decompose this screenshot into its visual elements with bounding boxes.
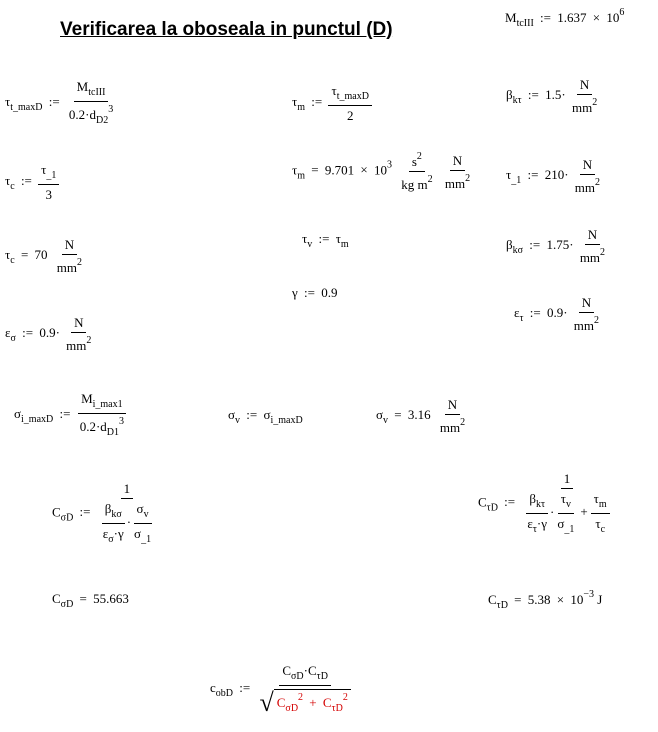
c-sigmad-formula: $C_{\sigma D}$ := 1 $\frac{\beta_{k\sigma}}{\varepsilon_\sigma\cdot\gamma}$ · $\frac{\sigma_v}{\sigma_{\_1}}$ [52,481,152,545]
tau-minus1-definition: $\tau_{\_1}$ := 210· $\frac{N}{mm^2}$ [506,157,601,195]
eps-tau-definition: $\varepsilon_\tau$ := 0.9· $\frac{N}{mm^2}$ [514,295,600,333]
eps-sigma-definition: $\varepsilon_\sigma$ := 0.9· $\frac{N}{mm^2}$ [5,315,92,353]
beta-ktau-definition: $\beta_{k\tau}$ := 1.5· $\frac{N}{mm^2}$ [506,77,598,115]
tau-c-result: $\tau_c = 70$ $\frac{N}{mm^2}$ [5,237,83,275]
tau-t-maxd-formula: $\tau_{t\_maxD}$ := $\frac{M_{tcIII}}{0.2\cdot d_{D2}^3}$ [5,79,114,126]
c-taud-result: $C_{\tau D} = 5.38 \times 10^{-3}$ J [488,589,603,611]
c-sigmad-result: $C_{\sigma D} = 55.663$ [52,591,129,610]
sqrt-argument-highlighted: $C_{\sigma D}^2 + C_{\tau D}^2$ [274,689,351,714]
square-root-sign: √ $C_{\sigma D}^2 + C_{\tau D}^2$ [259,689,350,714]
sigma-v-result: $\sigma_v = 3.16$ $\frac{N}{mm^2}$ [376,397,466,435]
beta-ksigma-definition: $\beta_{k\sigma}$ := 1.75· $\frac{N}{mm^2}$ [506,227,606,265]
sigma-v-definition: $\sigma_v$ := $\sigma_{i\_maxD}$ [228,407,303,426]
moment-tciii-definition: $M_{tcIII}$ := $1.637 \times 10^6$ [505,7,625,29]
page-title: Verificarea la oboseala in punctul (D) [60,19,393,40]
sigma-i-maxd-formula: $\sigma_{i\_maxD}$ := $\frac{M_{i\_max1}}{0.2\cdot d_{D1}^3}$ [14,391,125,438]
tau-m-formula: $\tau_m$ := $\frac{\tau_{t\_maxD}}{2}$ [292,84,372,122]
tau-c-formula: $\tau_c$ := $\frac{\tau_{\_1}}{3}$ [5,163,59,201]
c-obd-formula: $c_{obD}$ := $C_{\sigma D}\cdot C_{\tau D}$ √ $C_{\sigma D}^2 + C_{\tau D}^2$ [210,664,354,714]
tau-v-definition: $\tau_v$ := $\tau_m$ [302,231,349,250]
tau-m-result: $\tau_m = 9.701 \times 10^3$ $\frac{s^2}{kg m^2}$ $\frac{N}{mm^2}$ [292,151,471,192]
c-taud-formula: $C_{\tau D}$ := 1 $\frac{\beta_{k\tau}}{\varepsilon_\tau\cdot\gamma}$ · $\frac{\tau_v}{\sigma_{\_1}}$ + $\frac{\tau_m}{\tau_c}$ [478,472,613,535]
gamma-definition: γ := 0.9 [292,285,338,300]
